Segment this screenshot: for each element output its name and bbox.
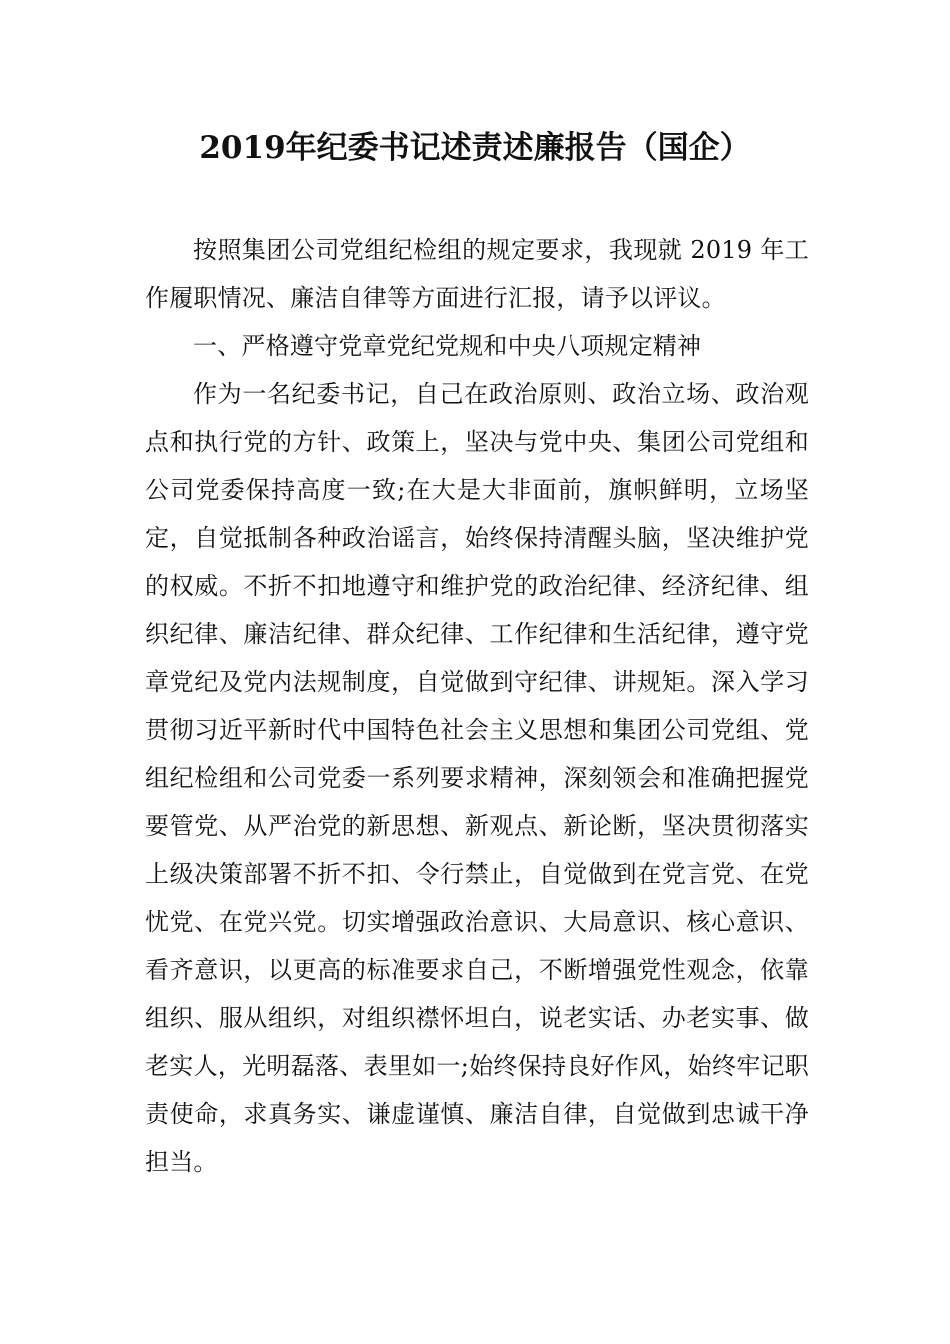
document-body (145, 226, 809, 1186)
section-1-paragraph: 作为一名纪委书记，自己在政治原则、政治立场、政治观点和执行党的方针、政策上，坚决与党中央、集团公司党组和公司党委保持高度一致;在大是大非面前，旗帜鲜明，立场坚定，自觉抵制各种政治谣言，始终保持清醒头脑，坚决维护党的权威。不折不扣地遵守和维护党的政治纪律、经济纪律、组织纪律、廉洁纪律、群众纪律、工作纪律和生活纪律，遵守党章党纪及党内法规制度，自觉做到守纪律、讲规矩。深入学习贯彻习近平新时代中国特色社会主义思想和集团公司党组、党组纪检组和公司党委一系列要求精神，深刻领会和准确把握党要管党、从严治党的新思想、新观点、新论断，坚决贯彻落实上级决策部署不折不扣、令行禁止，自觉做到在党言党、在党忧党、在党兴党。切实增强政治意识、大局意识、核心意识、看齐意识，以更高的标准要求自己，不断增强党性观念，依靠组织、服从组织，对组织襟怀坦白，说老实话、办老实事、做老实人，光明磊落、表里如一;始终保持良好作风，始终牢记职责使命，求真务实、谦虚谨慎、廉洁自律，自觉做到忠诚干净担当。 (145, 380, 809, 1176)
intro-paragraph: 按照集团公司党组纪检组的规定要求，我现就 2019 年工作履职情况、廉洁自律等方面进行汇报，请予以评议。 (145, 236, 809, 312)
document-title: 2019年纪委书记述责述廉报告（国企） (199, 130, 751, 166)
section-heading-1: 一、严格遵守党章党纪党规和中央八项规定精神 (193, 332, 702, 360)
